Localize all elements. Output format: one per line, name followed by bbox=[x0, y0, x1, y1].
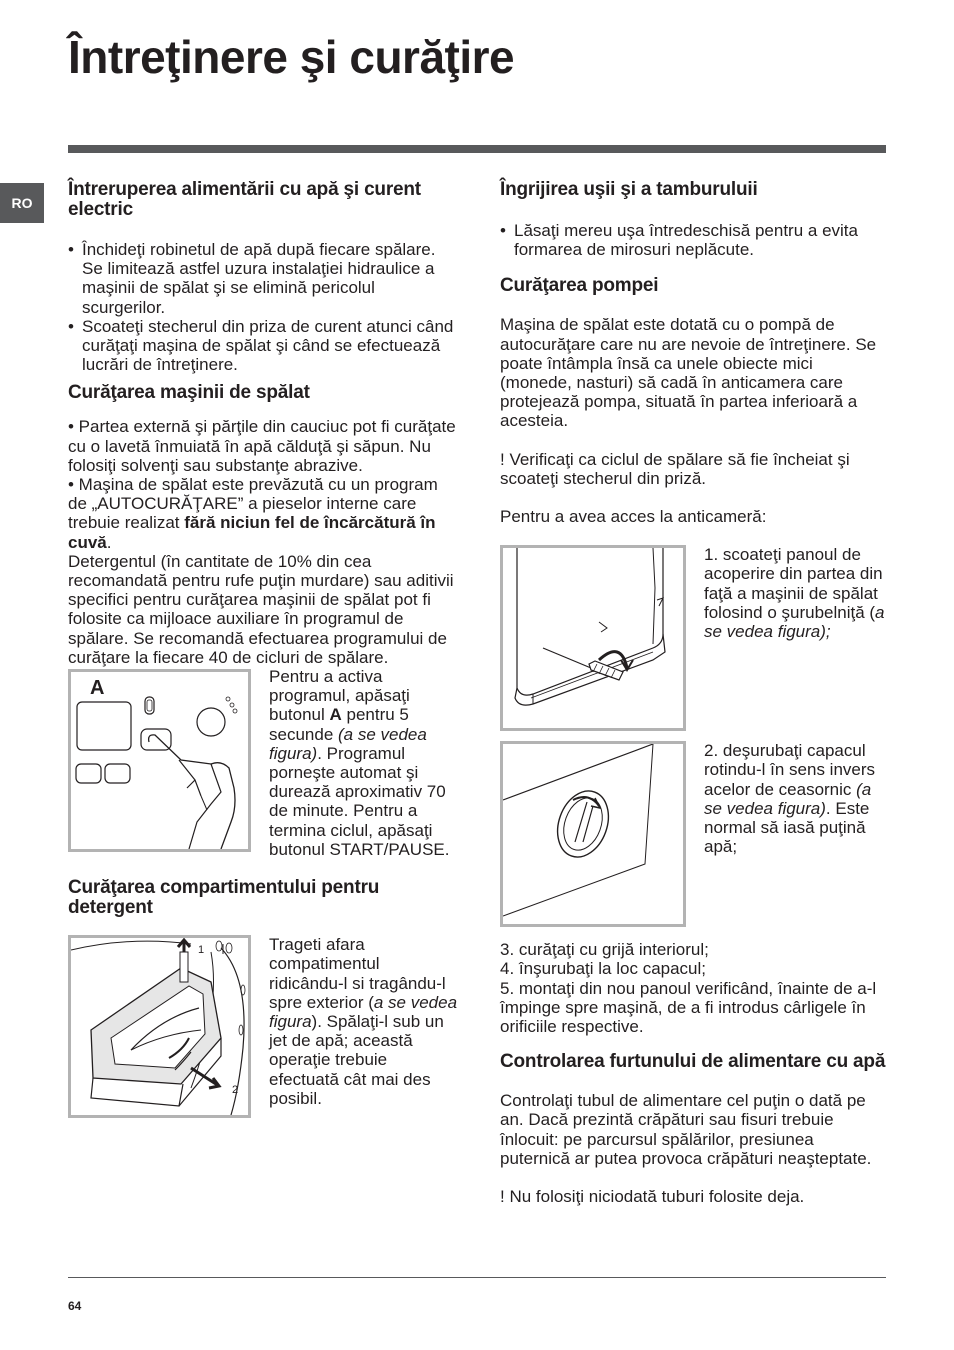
section-heading-detergent-drawer: Curăţarea compartimentului pentru detergent bbox=[68, 877, 380, 919]
warning-paragraph: ! Nu folosiţi niciodată tuburi folosite deja. bbox=[500, 1187, 805, 1207]
section-heading-pump-cleaning: Curăţarea pompei bbox=[500, 275, 659, 297]
door-drum-list bbox=[500, 221, 888, 259]
step5-text: 5. montaţi din nou panoul verificând, înainte de a-l împinge spre maşină, de a fi introdus cârligele în orificiile respective. bbox=[500, 978, 877, 1037]
emphasis-text: fără niciun fel de încărcătură în cuvă bbox=[68, 513, 436, 552]
warning-paragraph: ! Verificaţi ca ciclul de spălare să fie încheiat şi scoateţi stecherul din priză. bbox=[500, 449, 850, 488]
self-clean-figure-block bbox=[68, 667, 458, 859]
step1-block bbox=[500, 545, 888, 731]
detergent-drawer-illustration bbox=[71, 938, 248, 1115]
figure-reference: (a se vedea figura) bbox=[704, 779, 872, 818]
cap-unscrew-figure bbox=[500, 741, 686, 927]
page-title: Întreţinere şi curăţire bbox=[68, 31, 515, 83]
right-column bbox=[500, 180, 888, 1206]
paragraph bbox=[68, 475, 458, 552]
list-item: • Lăsaţi mereu uşa întredeschisă pentru a evita formarea de mirosuri neplăcute. bbox=[500, 221, 888, 259]
figure-reference: a se vedea figura bbox=[704, 602, 885, 642]
page-number: 64 bbox=[68, 1299, 82, 1313]
left-column bbox=[68, 180, 458, 1118]
text: 1. scoateţi panoul de acoperire din partea din faţă a maşinii de spălat folosind o şurubelniţă ( bbox=[704, 545, 883, 622]
figure-reference: (a se vedea figura) bbox=[269, 724, 427, 763]
list-item: • Închideţi robinetul de apă după fiecare spălare. Se limitează astfel uzura instalaţiei hidraulice a maşinii de spălat şi se elimină pericolul scurgerilor. bbox=[68, 240, 458, 317]
bottom-divider bbox=[68, 1277, 886, 1278]
figure-reference: a se vedea figura bbox=[269, 992, 458, 1031]
control-panel-figure bbox=[68, 669, 251, 852]
paragraph: Detergentul (în cantitate de 10% din cea recomandată pentru rufe puţin murdare) sau aditivii specifici pentru curăţarea maşinii de spălat pot fi folosite ca mijloace auxiliare în programul de spălare. Se recomandă efectuarea programului de curăţare la fiecare 40 de cicluri de spălare. bbox=[68, 551, 454, 667]
paragraph: Maşina de spălat este dotată cu o pompă de autocurăţare care nu are nevoie de întreţinere. Se poate întâmpla însă ca unele obiecte mici (monede, nasturi) să cadă în anticamera care protejează pompa, situată în partea inferioară a acesteia. bbox=[500, 315, 877, 431]
text: Pentru a activa programul, apăsaţi butonul bbox=[269, 667, 410, 725]
step4-text: 4. înşurubaţi la loc capacul; bbox=[500, 959, 707, 979]
panel-removal-figure bbox=[500, 545, 686, 731]
text: ); bbox=[820, 622, 831, 642]
text: ). Spălaţi-l sub un jet de apă; această operaţie trebuie efectuată cât mai des posibil. bbox=[269, 1011, 444, 1108]
step-label-2: 2 bbox=[232, 1084, 239, 1097]
text: . bbox=[106, 532, 112, 552]
top-divider bbox=[68, 145, 886, 153]
paragraph: Controlaţi tubul de alimentare cel puţin o dată pe an. Dacă prezintă crăpături sau fisuri trebuie înlocuit: pe parcursul spălărilor, presiunea puternică ar putea provoca crăpături neaşteptate. bbox=[500, 1091, 872, 1168]
paragraph: Pentru a avea acces la anticameră: bbox=[500, 507, 767, 527]
list-item: • Scoateţi stecherul din priza de curent atunci când curăţaţi maşina de spălat şi când se efectuează lucrări de întreţinere. bbox=[68, 317, 458, 375]
text: 2. deşurubaţi capacul rotindu-l în sens invers acelor de ceasornic bbox=[704, 741, 876, 799]
text: . Programul porneşte automat şi durează aproximativ 70 de minute. Pentru a termina ciclul, apăsaţi butonul START/PAUSE. bbox=[269, 743, 450, 859]
button-a-label: A bbox=[90, 677, 105, 700]
section-heading-washer-cleaning: Curăţarea maşinii de spălat bbox=[68, 382, 310, 404]
step2-block bbox=[500, 741, 888, 927]
text: . Este normal să iasă puţină apă; bbox=[704, 798, 870, 857]
language-tab: RO bbox=[0, 183, 44, 223]
text: pentru 5 secunde bbox=[269, 705, 409, 744]
paragraph: • Partea externă şi părţile din cauciuc pot fi curăţate cu o lavetă înmuiată în apă călduţă şi săpun. Nu folosiţi solvenţi sau substanţe abrazive. bbox=[68, 417, 456, 475]
detergent-drawer-figure bbox=[68, 935, 251, 1118]
text: Trageti afara compatimentul ridicându-l si tragându-l spre exterior ( bbox=[269, 935, 446, 1012]
panel-removal-illustration bbox=[503, 548, 683, 728]
step3-text: 3. curăţaţi cu grijă interiorul; bbox=[500, 940, 709, 960]
step-label-1: 1 bbox=[198, 944, 205, 957]
control-panel-illustration bbox=[71, 672, 248, 849]
section-heading-door-drum: Îngrijirea uşii şi a tamburuluii bbox=[500, 179, 758, 200]
cap-unscrew-illustration bbox=[503, 744, 683, 924]
power-water-list bbox=[68, 240, 458, 374]
section-heading-power-water: Întreruperea alimentării cu apă şi curent electric bbox=[68, 179, 421, 220]
detergent-figure-block bbox=[68, 935, 458, 1118]
text: • Maşina de spălat este prevăzută cu un program de „AUTOCURĂŢARE” a pieselor interne care trebuie realizat bbox=[68, 475, 438, 533]
section-heading-hose-check: Controlarea furtunului de alimentare cu apă bbox=[500, 1051, 886, 1073]
emphasis-text: A bbox=[329, 705, 342, 725]
